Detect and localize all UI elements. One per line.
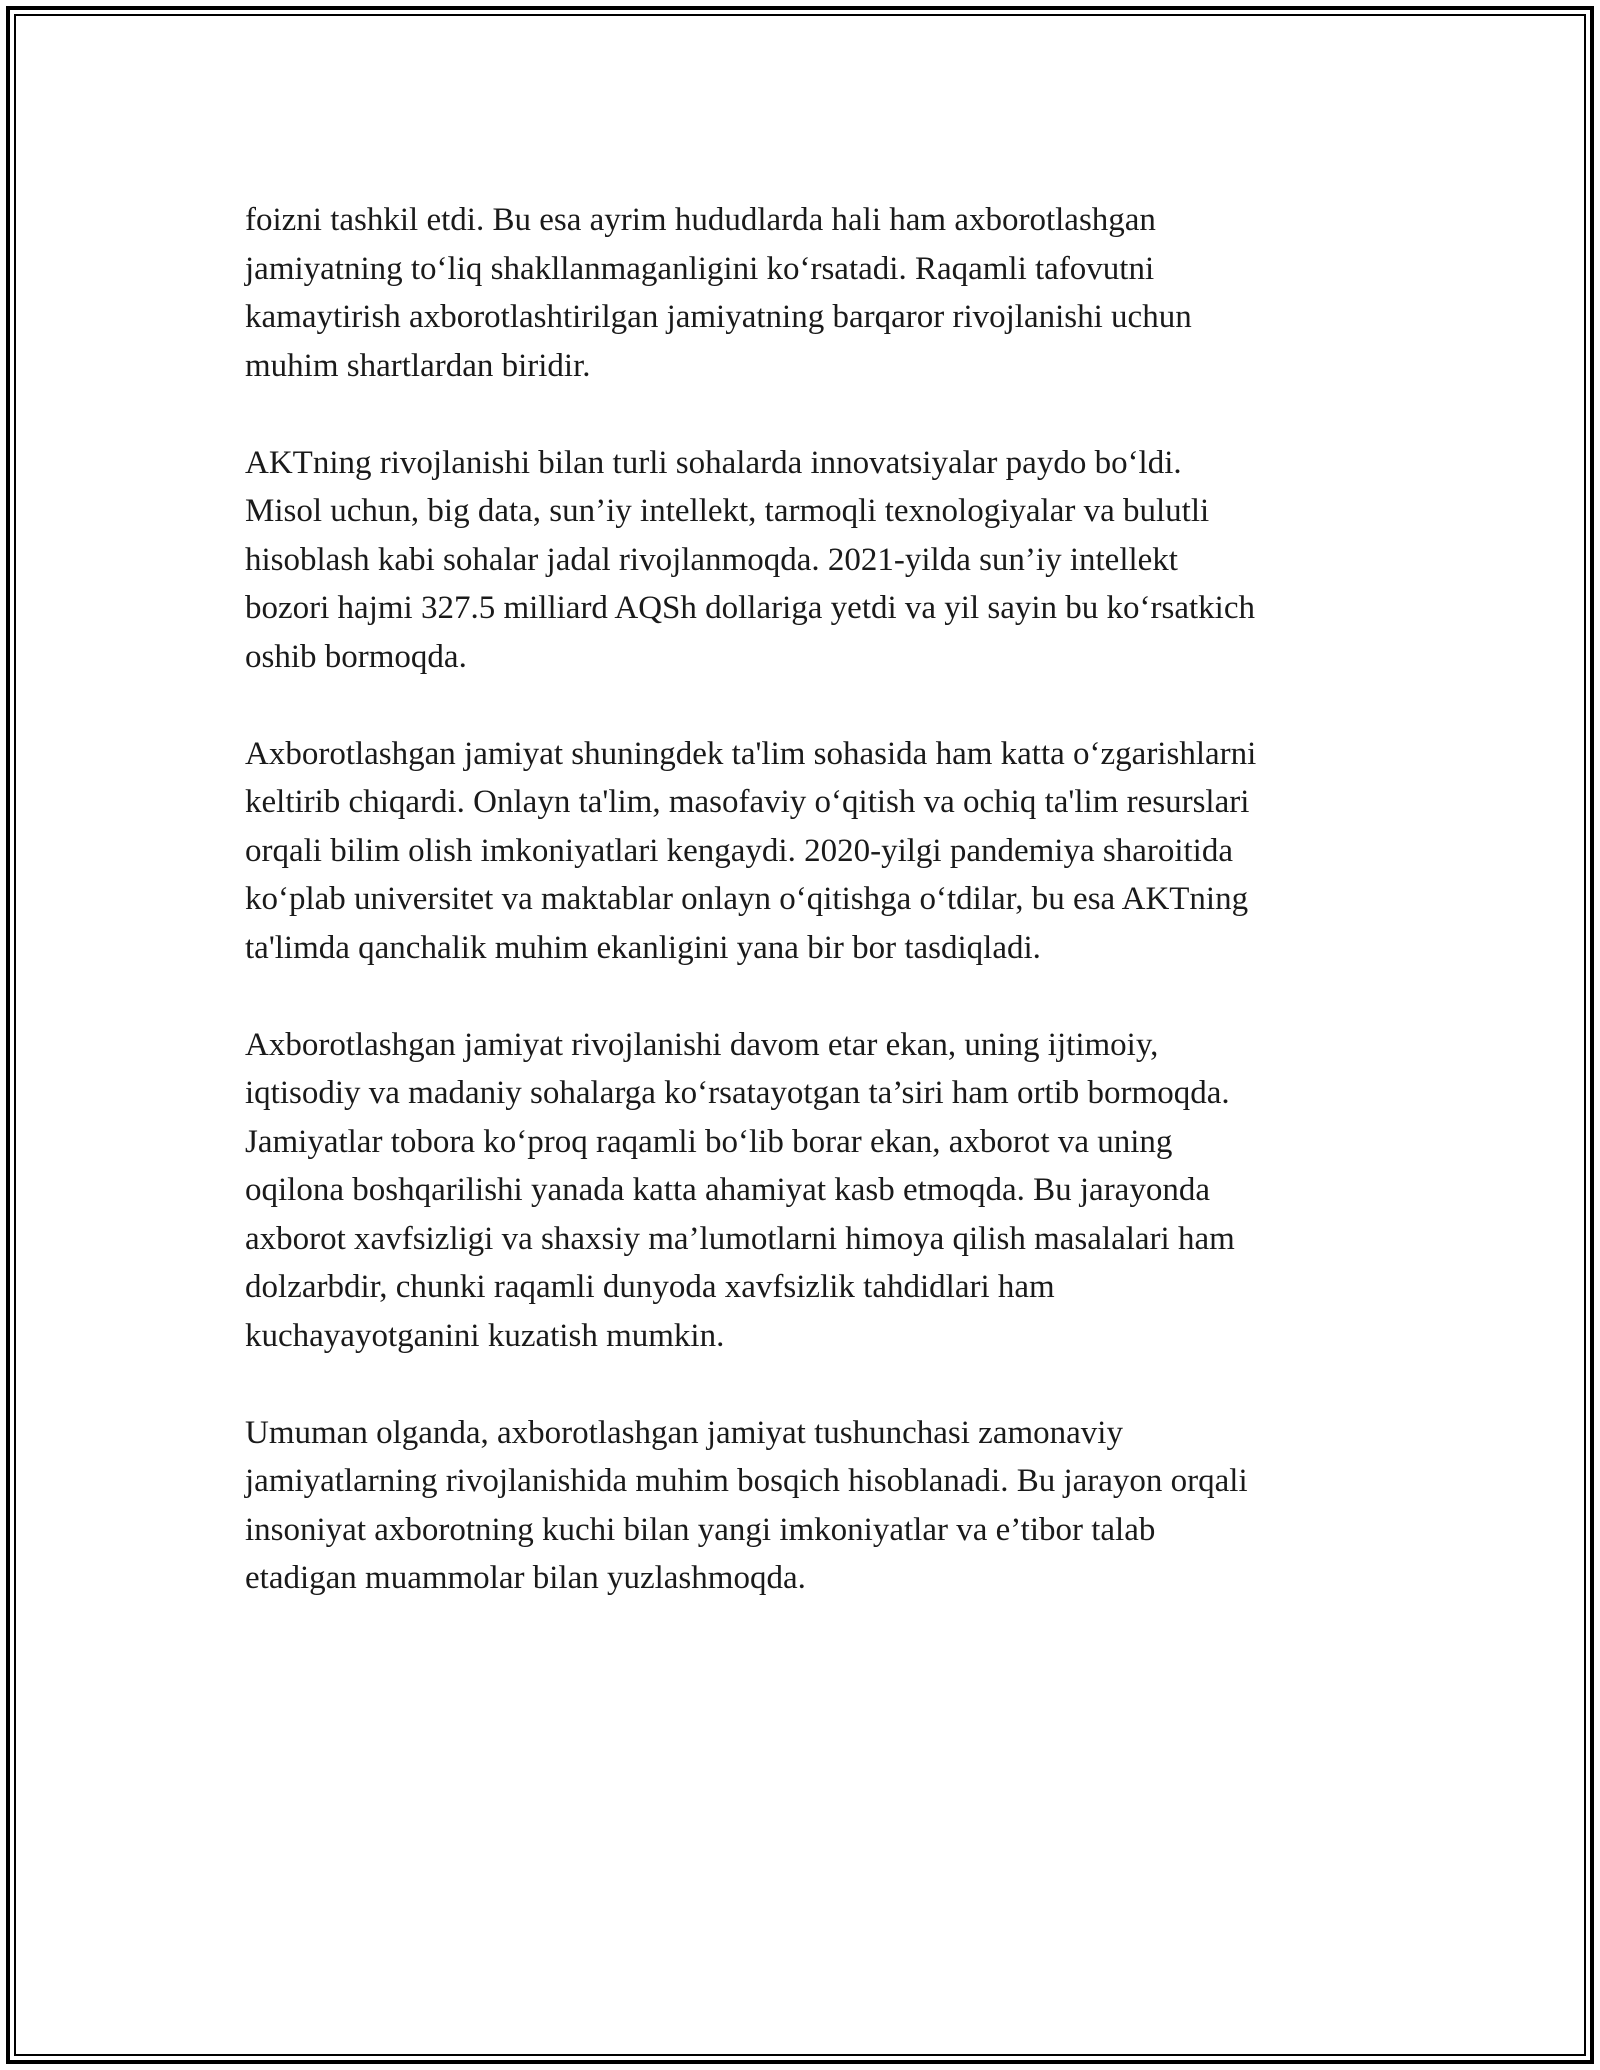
paragraph-line: oshib bormoqda. xyxy=(245,638,467,675)
paragraph-line: hisoblash kabi sohalar jadal rivojlanmoqda. 2021-yilda sun’iy intellekt xyxy=(245,541,1178,578)
paragraph-line: bozori hajmi 327.5 milliard AQSh dollariga yetdi va yil sayin bu ko‘rsatkich xyxy=(245,590,1255,626)
paragraph-line: AKTning rivojlanishi bilan turli sohalarda innovatsiyalar paydo bo‘ldi. xyxy=(245,444,1182,481)
paragraph-line: ta'limda qanchalik muhim ekanligini yana bir bor tasdiqladi. xyxy=(245,929,1041,966)
paragraph-line: Misol uchun, big data, sun’iy intellekt, tarmoqli texnologiyalar va bulutli xyxy=(245,493,1210,529)
paragraph-3 xyxy=(245,730,1390,973)
paragraph-line: ko‘plab universitet va maktablar onlayn o‘qitishga o‘tdilar, bu esa AKTning xyxy=(245,881,1249,917)
paragraph-line: kuchayayotganini kuzatish mumkin. xyxy=(245,1317,725,1354)
paragraph-line: Umuman olganda, axborotlashgan jamiyat tushunchasi zamonaviy xyxy=(245,1414,1123,1451)
paragraph-line: jamiyatlarning rivojlanishida muhim bosqich hisoblanadi. Bu jarayon orqali xyxy=(245,1463,1248,1499)
paragraph-line: dolzarbdir, chunki raqamli dunyoda xavfsizlik tahdidlari ham xyxy=(245,1269,1055,1305)
document-body xyxy=(245,196,1390,1651)
paragraph-line: muhim shartlardan biridir. xyxy=(245,347,591,384)
paragraph-line: iqtisodiy va madaniy sohalarga ko‘rsatayotgan ta’siri ham ortib bormoqda. xyxy=(245,1075,1230,1111)
paragraph-4 xyxy=(245,1021,1390,1361)
paragraph-line: Axborotlashgan jamiyat rivojlanishi davom etar ekan, uning ijtimoiy, xyxy=(245,1026,1159,1063)
paragraph-line: kamaytirish axborotlashtirilgan jamiyatning barqaror rivojlanishi uchun xyxy=(245,299,1192,335)
paragraph-5 xyxy=(245,1409,1390,1603)
paragraph-line: Axborotlashgan jamiyat shuningdek ta'lim sohasida ham katta o‘zgarishlarni xyxy=(245,735,1257,772)
paragraph-line: oqilona boshqarilishi yanada katta ahamiyat kasb etmoqda. Bu jarayonda xyxy=(245,1172,1210,1208)
paragraph-line: foizni tashkil etdi. Bu esa ayrim hududlarda hali ham axborotlashgan xyxy=(245,202,1156,238)
page-frame xyxy=(6,6,1594,2064)
paragraph-line: insoniyat axborotning kuchi bilan yangi imkoniyatlar va e’tibor talab xyxy=(245,1511,1156,1548)
paragraph-1 xyxy=(245,196,1390,390)
paragraph-line: Jamiyatlar tobora ko‘proq raqamli bo‘lib borar ekan, axborot va uning xyxy=(245,1123,1173,1160)
paragraph-line: axborot xavfsizligi va shaxsiy ma’lumotlarni himoya qilish masalalari ham xyxy=(245,1220,1235,1257)
paragraph-line: orqali bilim olish imkoniyatlari kengaydi. 2020-yilgi pandemiya sharoitida xyxy=(245,832,1233,869)
paragraph-2 xyxy=(245,439,1390,682)
paragraph-line: jamiyatning to‘liq shakllanmaganligini ko‘rsatadi. Raqamli tafovutni xyxy=(245,250,1155,287)
paragraph-line: etadigan muammolar bilan yuzlashmoqda. xyxy=(245,1560,806,1596)
paragraph-line: keltirib chiqardi. Onlayn ta'lim, masofaviy o‘qitish va ochiq ta'lim resurslari xyxy=(245,784,1250,820)
